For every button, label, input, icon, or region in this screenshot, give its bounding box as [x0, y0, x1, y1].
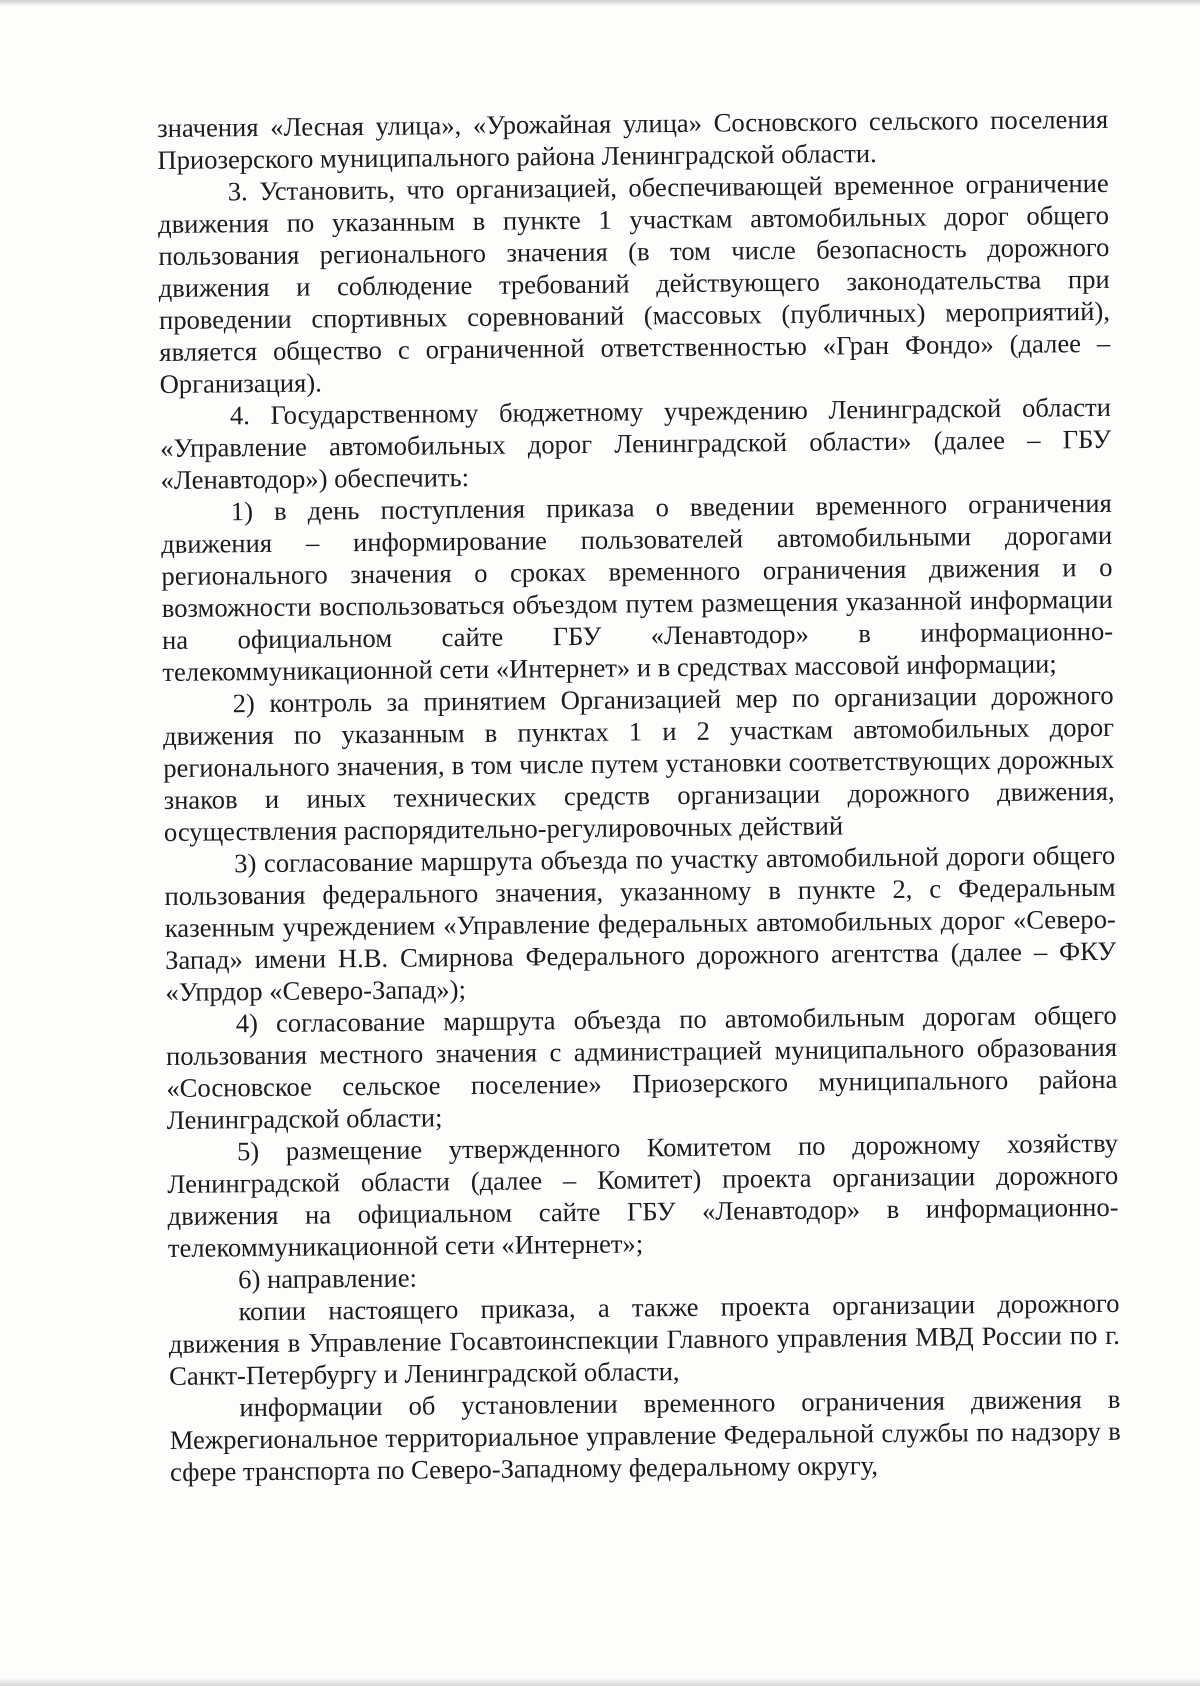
paragraph-continuation: значения «Лесная улица», «Урожайная улица» Сосновского сельского поселения Приозерского муниципального района Ленинградской области. [157, 103, 1109, 175]
scan-edge-bottom [0, 1678, 1200, 1686]
subitem-5: 5) размещение утвержденного Комитетом по дорожному хозяйству Ленинградской области (далее – Комитет) проекта организации дорожного движения на официальном сайте ГБУ «Ленавтодор» в информационно-телекоммуникационной сети «Интернет»; [167, 1127, 1119, 1263]
paragraph-item-3: 3. Установить, что организацией, обеспечивающей временное ограничение движения по указанным в пункте 1 участкам автомобильных дорог общего пользования регионального значения (в том числе безопасность дорожного движения и соблюдение требований действующего законодательства при проведении спортивных соревнований (массовых (публичных) мероприятий), является общество с ограниченной ответственностью «Гран Фондо» (далее – Организация). [157, 167, 1111, 399]
subitem-6-information: информации об установлении временного ограничения движения в Межрегиональное территориальное управление Федеральной службы по надзору в сфере транспорта по Северо-Западному федеральному округу, [169, 1383, 1121, 1487]
paragraph-item-4: 4. Государственному бюджетному учреждению Ленинградской области «Управление автомобильных дорог Ленинградской области» (далее – ГБУ «Ленавтодор») обеспечить: [160, 391, 1112, 495]
subitem-3: 3) согласование маршрута объезда по участку автомобильной дороги общего пользования федерального значения, указанному в пункте 2, с Федеральным казенным учреждением «Управление федеральных автомобильных дорог «Северо-Запад» имени Н.В. Смирнова Федерального дорожного агентства (далее – ФКУ «Упрдор «Северо-Запад»); [164, 839, 1117, 1007]
subitem-6-copies: копии настоящего приказа, а также проекта организации дорожного движения в Управление Госавтоинспекции Главного управления МВД России по г. Санкт-Петербургу и Ленинградской области, [168, 1287, 1120, 1391]
subitem-6: 6) направление: [238, 1262, 418, 1295]
scan-edge-top [0, 0, 1200, 6]
subitem-1: 1) в день поступления приказа о введении временного ограничения движения – информирование пользователей автомобильными дорогами регионального значения о сроках временного ограничения движения и о возможности воспользоваться объездом путем размещения указанной информации на официальном сайте ГБУ «Ленавтодор» в информационно-телекоммуникационной сети «Интернет» и в средствах массовой информации; [161, 487, 1114, 687]
subitem-4: 4) согласование маршрута объезда по автомобильным дорогам общего пользования местного значения с администрацией муниципального образования «Сосновское сельское поселение» Приозерского муниципального района Ленинградской области; [165, 999, 1118, 1135]
document-body [157, 103, 1121, 1488]
subitem-2: 2) контроль за принятием Организацией мер по организации дорожного движения по указанным в пунктах 1 и 2 участкам автомобильных дорог регионального значения, в том числе путем установки соответствующих дорожных знаков и иных технических средств организации дорожного движения, осуществления распорядительно-регулировочных действий [162, 679, 1115, 847]
